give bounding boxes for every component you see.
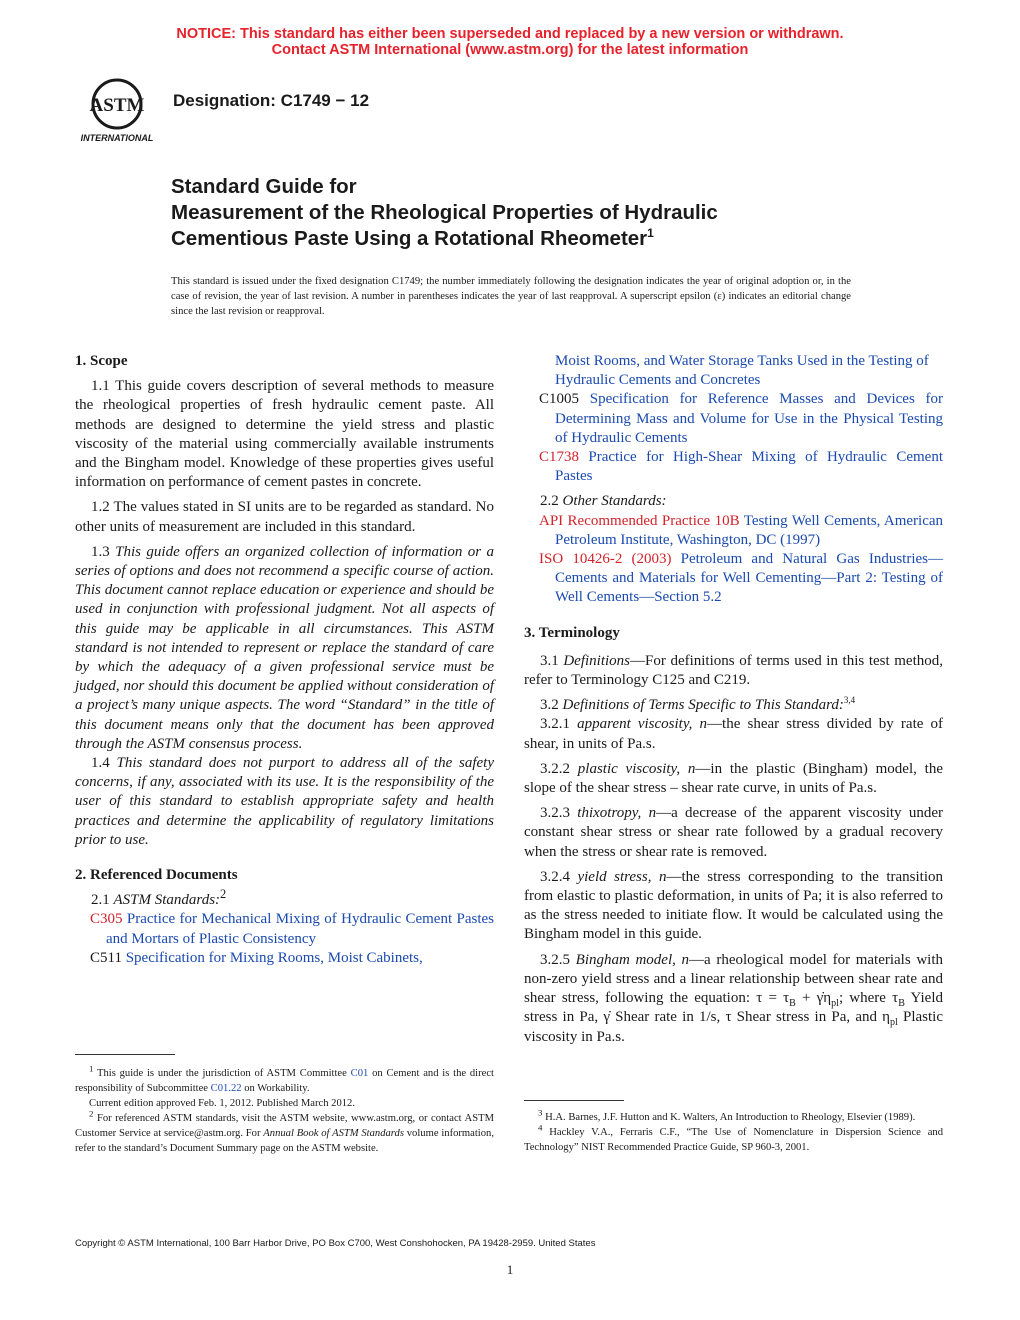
title-line-2: Measurement of the Rheological Properties of Hydraulic <box>171 201 718 224</box>
ref-iso-code[interactable]: ISO 10426-2 (2003) <box>539 551 672 568</box>
title-footnote-mark: 1 <box>647 226 654 241</box>
ref-c511-link[interactable]: Specification for Mixing Rooms, Moist Cabinets, <box>121 949 423 966</box>
document-title <box>171 174 718 252</box>
title-line-3: Cementious Paste Using a Rotational Rheometer$^1$ <box>171 226 654 250</box>
footnotes-right <box>524 1107 943 1155</box>
section-2-1: 2.1 ASTM Standards:$^2$ <box>91 887 227 909</box>
footnote-3: $^3$ H.A. Barnes, J.F. Hutton and K. Walters, An Introduction to Rheology, Elsevier (1989). <box>538 1107 916 1123</box>
footnote-4: $^4$ Hackley V.A., Ferraris C.F., “The Use of Nomenclature in Dispersion Science and Technology” NIST Recommended Practice Guide, SP 960-3, 2001. <box>524 1122 943 1153</box>
footnote-rule-right <box>524 1100 624 1101</box>
footnote-1: $^1$ This guide is under the jurisdiction of ASTM Committee C01 on Cement and is the direct responsibility of Subcommittee C01.22 on Workability. <box>75 1063 494 1094</box>
committee-c01-link[interactable]: C01 <box>350 1068 369 1079</box>
preamble: This standard is issued under the fixed designation C1749; the number immediately following the designation indicates the year of original adoption or, in the case of revision, the year of last revision. A number in parentheses indicates the year of last reapproval. A superscript epsilon (ε) indicates an editorial change since the last revision or reapproval. <box>171 276 851 317</box>
right-column <box>524 352 943 1047</box>
section-3-1: 3.1 Definitions—For definitions of terms used in this test method, refer to Terminology C125 and C219. <box>524 652 943 689</box>
scope-heading: 1. Scope <box>75 353 128 369</box>
ref-c305-code[interactable]: C305 <box>90 911 123 928</box>
ref-c1738-code[interactable]: C1738 <box>539 449 580 466</box>
section-2-2: 2.2 Other Standards: <box>540 493 667 510</box>
left-column <box>75 352 494 968</box>
section-1-1: 1.1 This guide covers description of several methods to measure the rheological properties of fresh hydraulic cement paste. All methods are designed to determine the yield stress and plastic viscosity of the material using commercially available instruments and the Bingham model. Knowledge of these properties gives useful information on performance of cement pastes in concrete. <box>75 378 494 491</box>
section-1-4: 1.4 This standard does not purport to address all of the safety concerns, if any, associated with its use. It is the responsibility of the user of this standard to establish appropriate safety and health practices and determine the applicability of regulatory limitations prior to use. <box>75 755 495 848</box>
notice-line-1: NOTICE: This standard has either been superseded and replaced by a new version or withdrawn. <box>176 26 844 42</box>
footnote-edition: Current edition approved Feb. 1, 2012. Published March 2012. <box>89 1098 355 1109</box>
logo-letters: ASTM <box>89 95 145 116</box>
footnote-rule-left <box>75 1054 175 1055</box>
referenced-docs-heading: 2. Referenced Documents <box>75 867 238 884</box>
designation: Designation: C1749 − 12 <box>173 91 370 110</box>
page-number: 1 <box>506 1262 514 1277</box>
ref-c511-code: C511 <box>90 949 122 966</box>
logo-subtitle: INTERNATIONAL <box>80 133 154 143</box>
ref-api-code[interactable]: API Recommended Practice 10B <box>539 512 740 529</box>
ref-c1005 <box>524 390 943 448</box>
ref-c1005-code: C1005 <box>539 391 580 408</box>
ref-c1738-link[interactable]: Practice for High-Shear Mixing of Hydraulic Cement Pastes <box>555 449 943 485</box>
section-1-2: 1.2 The values stated in SI units are to be regarded as standard. No other units of measurement are included in this standard. <box>75 499 494 535</box>
section-1-3: 1.3 This guide offers an organized collection of information or a series of options and does not recommend a specific course of action. This document cannot replace education or experience and should be used in conjunction with professional judgment. Not all aspects of this guide may be applicable in all circumstances. This ASTM standard is not intended to represent or replace the standard of care by which the adequacy of a given professional service must be judged, nor should this document be applied without consideration of a project’s many unique aspects. The word “Standard” in the title of this document means only that the document has been approved through the ASTM consensus process. <box>75 543 494 752</box>
ref-c1738 <box>524 448 943 486</box>
withdrawal-notice <box>0 26 1020 58</box>
section-3-2-4: 3.2.4 yield stress, n—the stress corresponding to the transition from elastic to plastic deformation, in units of Pa; it is also referred to as the stress needed to initiate flow. It would be calculated using the Bingham model in this guide. <box>524 868 943 943</box>
section-3-2-2: 3.2.2 plastic viscosity, n—in the plastic (Bingham) model, the slope of the shear stress – shear rate curve, in units of Pa.s. <box>524 760 943 797</box>
section-3-2: 3.2 Definitions of Terms Specific to This Standard:$^{3,4}$ <box>540 695 856 714</box>
title-line-1: Standard Guide for <box>171 175 357 198</box>
subcommittee-link[interactable]: C01.22 <box>210 1083 242 1094</box>
ref-c511-continued: Moist Rooms, and Water Storage Tanks Used in the Testing of Hydraulic Cements and Concretes <box>555 353 929 389</box>
footnotes-left <box>75 1063 494 1156</box>
copyright-line: Copyright © ASTM International, 100 Barr Harbor Drive, PO Box C700, West Conshohocken, PA 19428-2959. United States <box>75 1238 596 1249</box>
ref-iso-link[interactable]: Petroleum and Natural Gas Industries—Cements and Materials for Well Cementing—Part 2: Testing of Well Cements—Section 5.2 <box>555 551 944 606</box>
ref-c1005-link[interactable]: Specification for Reference Masses and Devices for Determining Mass and Volume for Use in the Physical Testing of Hydraulic Cements <box>555 391 943 446</box>
section-3-2-5: 3.2.5 Bingham model, n—a rheological model for materials with non-zero yield stress and a linear relationship between shear rate and shear stress, following the equation: $\tau = \tau_B$ + $\gammȧ\eta_{pl}$; where $\tau_B$ Yield stress in Pa, γ̇ Shear rate in 1/s, τ Shear stress in Pa, and $\eta_{pl}$ Plastic viscosity in Pa.s. <box>524 951 944 1045</box>
notice-line-2: Contact ASTM International (www.astm.org) for the latest information <box>271 42 749 58</box>
ref-api <box>524 512 943 550</box>
footnote-2: $^2$ For referenced ASTM standards, visit the ASTM website, www.astm.org, or contact ASTM Customer Service at service@astm.org. For Annual Book of ASTM Standards volume information, refer to the standard’s Document Summary page on the ASTM website. <box>75 1108 494 1154</box>
ref-c305 <box>75 910 494 948</box>
astm-logo <box>72 74 162 144</box>
ref-c511 <box>75 949 494 968</box>
ref-iso <box>524 550 943 608</box>
terminology-heading: 3. Terminology <box>524 624 620 641</box>
ref-c305-link[interactable]: Practice for Mechanical Mixing of Hydraulic Cement Pastes and Mortars of Plastic Consistency <box>106 911 494 947</box>
section-3-2-3: 3.2.3 thixotropy, n—a decrease of the apparent viscosity under constant shear stress or shear rate followed by a gradual recovery when the stress or shear rate is removed. <box>524 805 943 860</box>
section-3-2-1: 3.2.1 apparent viscosity, n—the shear stress divided by rate of shear, in units of Pa.s. <box>524 716 944 752</box>
ref-api-link[interactable]: Testing Well Cements, American Petroleum Institute, Washington, DC (1997) <box>555 512 944 548</box>
